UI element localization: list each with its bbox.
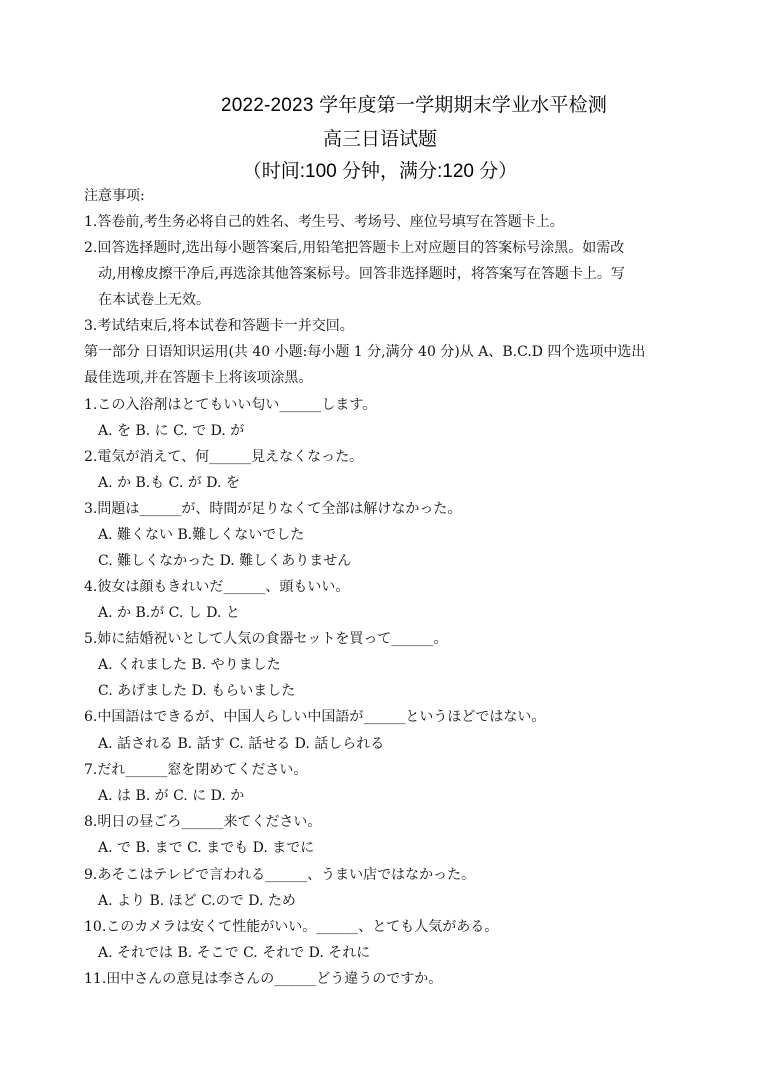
- question-options: A. より B. ほど C.ので D. ため: [98, 893, 296, 909]
- question-options: A. か B.も C. が D. を: [98, 475, 240, 491]
- part1-instruction-line-2: 最佳选项,并在答题卡上将该项涂黑。: [84, 370, 313, 386]
- exam-subtitle: 高三日语试题: [322, 129, 437, 150]
- note-2-line-1: 2.回答选择题时,选出每小题答案后,用铅笔把答题卡上对应题目的答案标号涂黑。如需改: [84, 240, 625, 256]
- question-stem: 4.彼女は顔もきれいだ______、頭もいい。: [84, 579, 350, 595]
- notes-heading: 注意事项:: [84, 188, 145, 204]
- question-options: A. 難くない B.難しくないでした: [98, 527, 305, 543]
- question-stem: 9.あそこはテレビで言われる______、うまい店ではなかった。: [84, 867, 476, 883]
- question-options: A. それでは B. そこで C. それで D. それに: [98, 945, 371, 961]
- note-3: 3.考试结束后,将本试卷和答题卡一并交回。: [84, 318, 354, 334]
- note-2-line-3: 在本试卷上无效。: [98, 292, 210, 308]
- question-stem: 2.電気が消えて、何______見えなくなった。: [84, 449, 364, 465]
- question-stem: 11.田中さんの意見は李さんの______どう違うのですか。: [84, 971, 443, 987]
- question-stem: 5.姉に結婚祝いとして人気の食器セットを買って______。: [84, 631, 448, 647]
- question-options: C. あげました D. もらいました: [98, 683, 296, 699]
- question-options: A. くれました B. やりました: [98, 657, 281, 673]
- exam-time-info: （时间:100 分钟，满分:120 分）: [242, 161, 518, 182]
- question-stem: 8.明日の昼ごろ______来てください。: [84, 814, 322, 830]
- question-stem: 1.この入浴剤はとてもいい匂い______します。: [84, 397, 377, 413]
- part1-instruction-line-1: 第一部分 日语知识运用(共 40 小题:每小题 1 分,满分 40 分)从 A、B.C.D 四个选项中选出: [84, 344, 646, 360]
- question-options: A. 話される B. 話す C. 話せる D. 話しられる: [98, 736, 385, 752]
- note-2-line-2: 动,用橡皮擦干净后,再选涂其他答案标号。回答非选择题时，将答案写在答题卡上。写: [98, 266, 625, 282]
- question-stem: 6.中国語はできるが、中国人らしい中国語が______というほどではない。: [84, 709, 546, 725]
- question-options: A. を B. に C. で D. が: [98, 423, 245, 439]
- exam-title: 2022-2023 学年度第一学期期末学业水平检测: [220, 95, 608, 116]
- question-stem: 3.問題は______が、時間が足りなくて全部は解けなかった。: [84, 501, 462, 517]
- question-options: A. は B. が C. に D. か: [98, 788, 245, 804]
- note-1: 1.答卷前,考生务必将自己的姓名、考生号、考场号、座位号填写在答题卡上。: [84, 214, 564, 230]
- question-options: C. 難しくなかった D. 難しくありません: [98, 553, 352, 569]
- question-stem: 10.このカメラは安くて性能がいい。______、とても人気がある。: [84, 919, 499, 935]
- question-options: A. か B.が C. し D. と: [98, 605, 240, 621]
- question-options: A. で B. まで C. までも D. までに: [98, 840, 315, 856]
- question-stem: 7.だれ______窓を閉めてください。: [84, 762, 308, 778]
